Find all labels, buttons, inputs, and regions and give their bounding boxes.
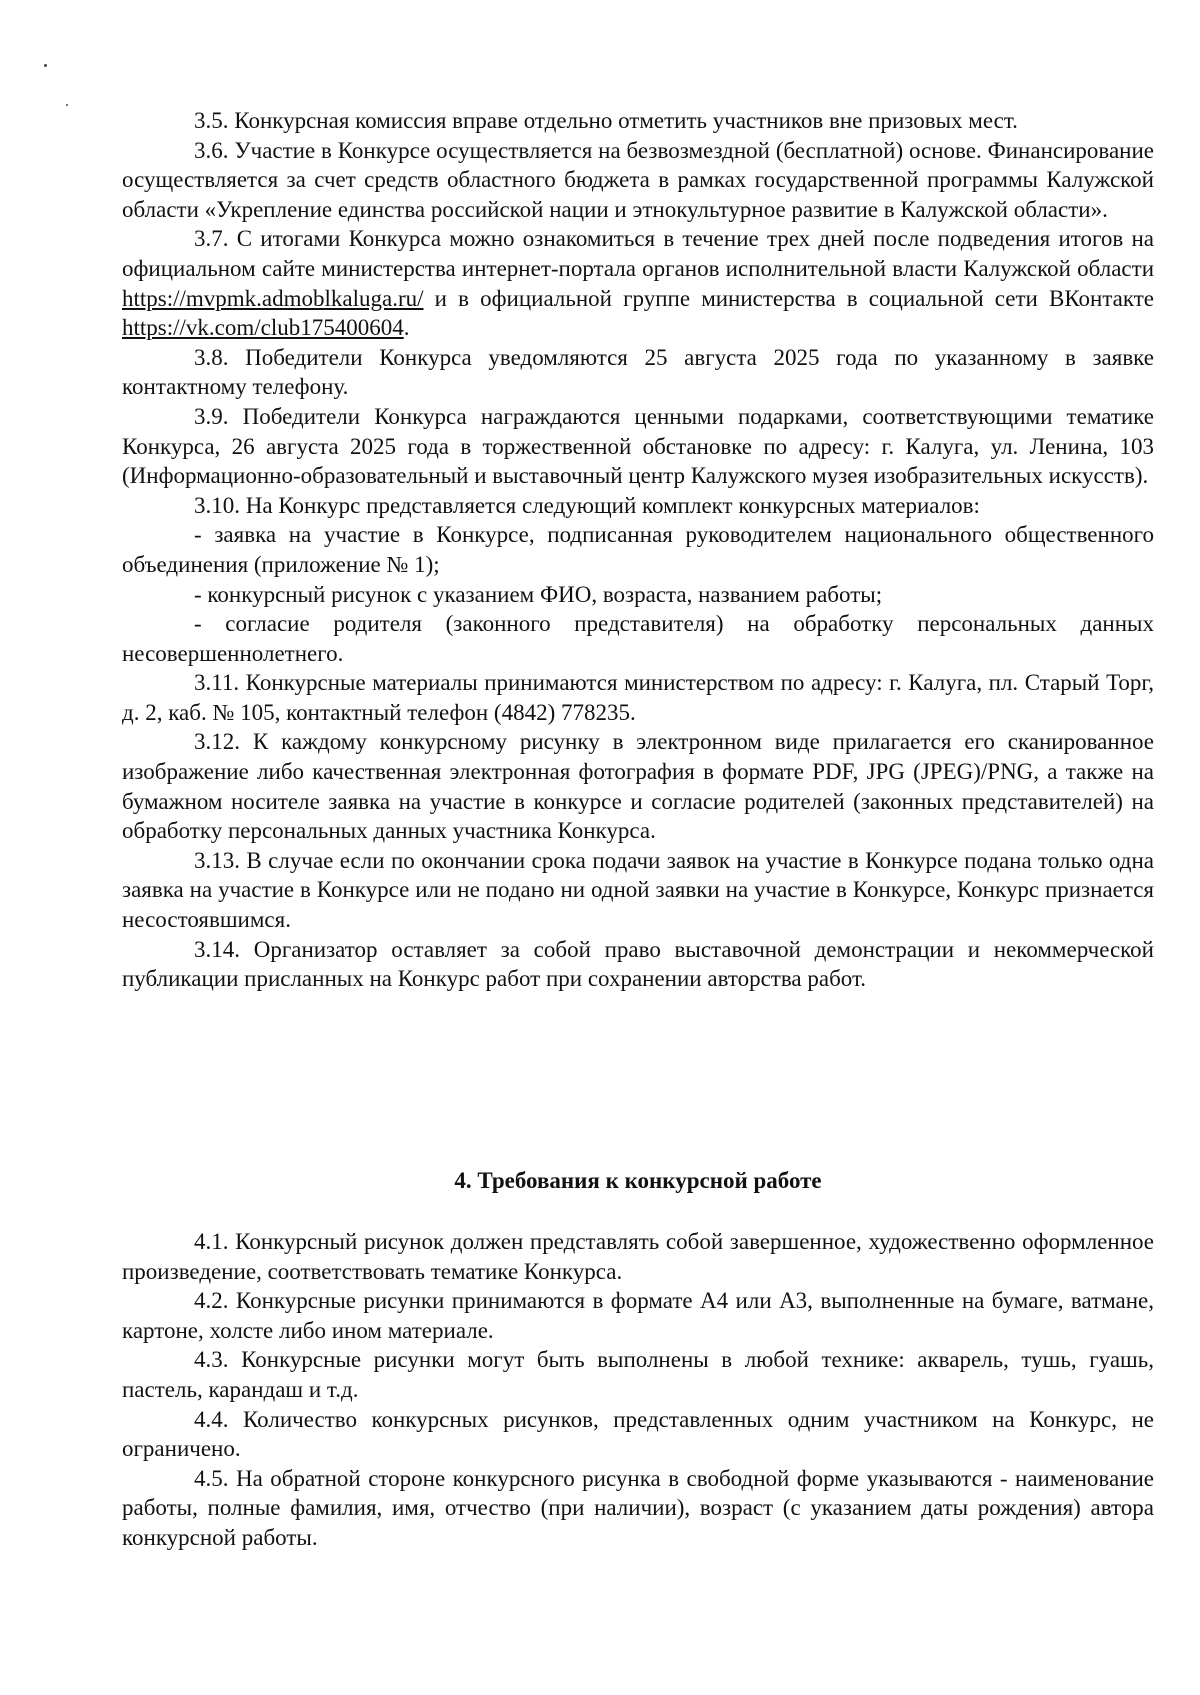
paragraph-4-1: 4.1. Конкурсный рисунок должен представлять собой завершенное, художественно оформленное произведение, соответствовать тематике Конкурса.	[122, 1229, 1154, 1284]
paragraph-3-13: 3.13. В случае если по окончании срока подачи заявок на участие в Конкурсе подана только одна заявка на участие в Конкурсе или не подано ни одной заявки на участие в Конкурсе, Конкурс признается несостоявшимся.	[122, 847, 1154, 933]
scan-speck	[44, 64, 47, 67]
paragraph-3-14: 3.14. Организатор оставляет за собой право выставочной демонстрации и некоммерческой публикации присланных на Конкурс работ при сохранении авторства работ.	[122, 936, 1154, 992]
paragraph-3-10: 3.10. На Конкурс представляется следующий комплект конкурсных материалов:	[194, 492, 980, 518]
paragraph-3-7-text-b: и в официальной группе министерства в социальной сети ВКонтакте	[423, 285, 1154, 311]
paragraph-3-5: 3.5. Конкурсная комиссия вправе отдельно отметить участников вне призовых мест.	[194, 108, 1018, 133]
paragraph-3-6: 3.6. Участие в Конкурсе осуществляется на безвозмездной (бесплатной) основе. Финансирование осуществляется за счет средств областного бюджета в рамках государственной программы Калужской области «Укрепление единства российской нации и этнокультурное развитие в Калужской области».	[122, 137, 1154, 222]
paragraph-3-11: 3.11. Конкурсные материалы принимаются министерством по адресу: г. Калуга, пл. Старый Торг, д. 2, каб. № 105, контактный телефон (4842) 778235.	[122, 670, 1154, 725]
paragraph-4-4: 4.4. Количество конкурсных рисунков, представленных одним участником на Конкурс, не ограничено.	[122, 1406, 1154, 1462]
paragraph-3-7	[122, 224, 1154, 342]
paragraph-4-2: 4.2. Конкурсные рисунки принимаются в формате А4 или А3, выполненные на бумаге, ватмане, картоне, холсте либо ином материале.	[122, 1288, 1154, 1343]
section-3-body	[122, 106, 1154, 994]
scan-speck	[66, 104, 68, 106]
paragraph-3-7-text-a: 3.7. С итогами Конкурса можно ознакомиться в течение трех дней после подведения итогов на официальном сайте министерства интернет-портала органов исполнительной власти Калужской области	[122, 226, 1154, 281]
list-item-drawing: - конкурсный рисунок с указанием ФИО, возраста, названием работы;	[194, 581, 883, 607]
paragraph-3-8: 3.8. Победители Конкурса уведомляются 25 августа 2025 года по указанному в заявке контактному телефону.	[122, 344, 1154, 400]
paragraph-4-5: 4.5. На обратной стороне конкурсного рисунка в свободной форме указываются - наименование работы, полные фамилия, имя, отчество (при наличии), возраст (с указанием даты рождения) автора конкурсной работы.	[122, 1465, 1154, 1550]
paragraph-4-3: 4.3. Конкурсные рисунки могут быть выполнены в любой технике: акварель, тушь, гуашь, пастель, карандаш и т.д.	[122, 1347, 1154, 1402]
list-item-application: - заявка на участие в Конкурсе, подписанная руководителем национального общественного объединения (приложение № 1);	[122, 522, 1154, 577]
list-item-consent: - согласие родителя (законного представителя) на обработку персональных данных несовершеннолетнего.	[122, 611, 1154, 666]
section-4-body	[122, 1227, 1154, 1553]
paragraph-3-7-text-c: .	[403, 315, 410, 341]
vk-group-link[interactable]: https://vk.com/club175400604	[122, 315, 404, 341]
ministry-site-link[interactable]: https://mvpmk.admoblkaluga.ru/	[122, 285, 424, 311]
section-4-heading: 4. Требования к конкурсной работе	[454, 1168, 822, 1193]
paragraph-3-9: 3.9. Победители Конкурса награждаются ценными подарками, соответствующими тематике Конкурса, 26 августа 2025 года в торжественной обстановке по адресу: г. Калуга, ул. Ленина, 103 (Информационно-образовательный и выставочный центр Калужского музея изобразительных искусств).	[122, 403, 1154, 489]
paragraph-3-12: 3.12. К каждому конкурсному рисунку в электронном виде прилагается его сканированное изображение либо качественная электронная фотография в формате PDF, JPG (JPEG)/PNG, а также на бумажном носителе заявка на участие в конкурсе и согласие родителей (законных представителей) на обработку персональных данных участника Конкурса.	[122, 729, 1154, 844]
